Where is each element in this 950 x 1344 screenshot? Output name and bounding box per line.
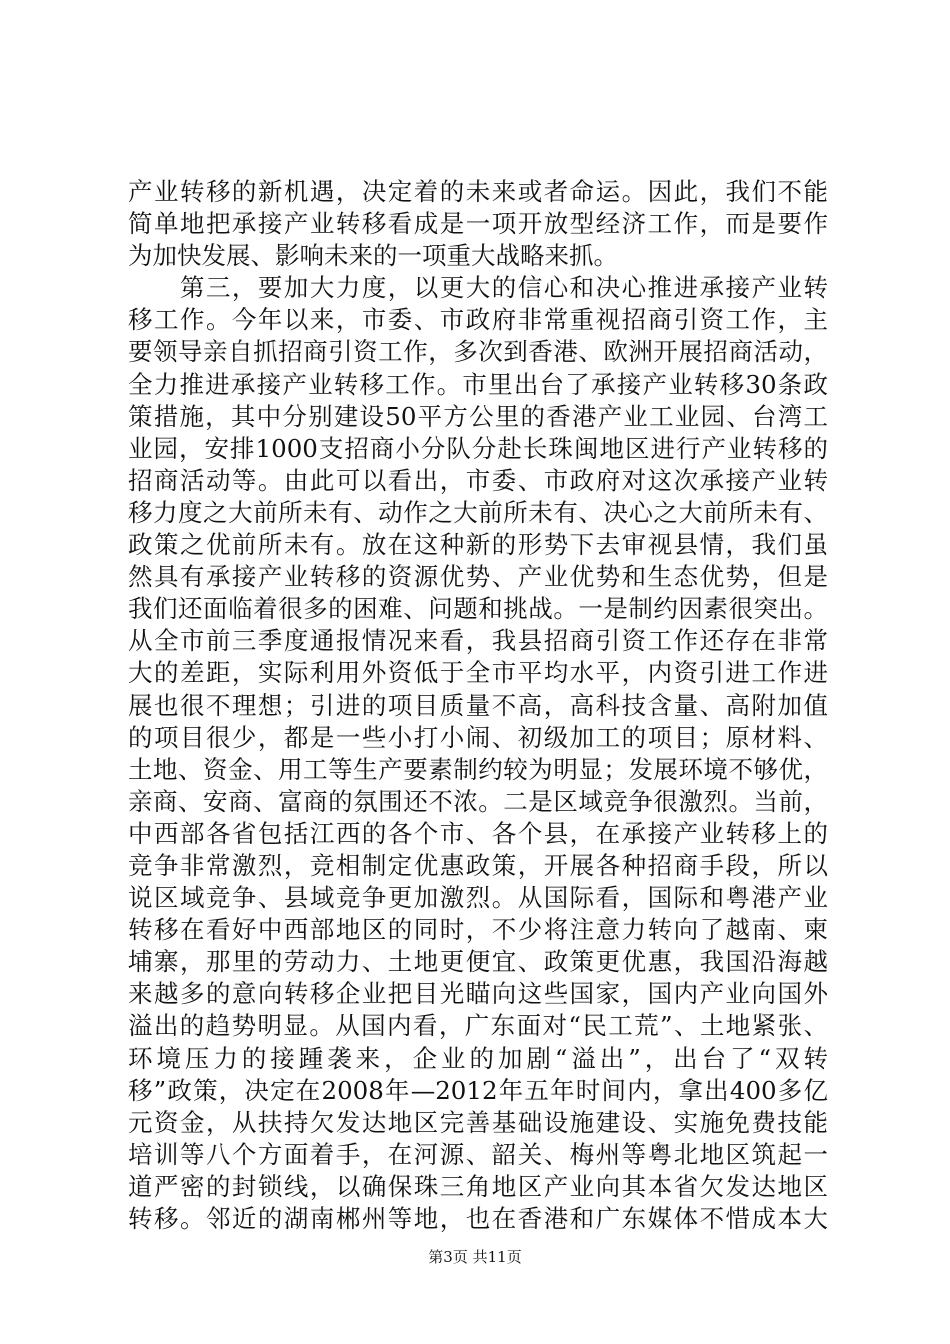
- text-line: 说区域竞争、县域竞争更加激烈。从国际看，国际和粤港产业: [128, 883, 828, 913]
- text-line: 转移在看好中西部地区的同时，不少将注意力转向了越南、柬: [128, 915, 828, 945]
- body-text: [128, 176, 828, 1235]
- text-line: 招商活动等。由此可以看出，市委、市政府对这次承接产业转: [128, 465, 828, 495]
- text-line: 展也很不理想；引进的项目质量不高，高科技含量、高附加值: [128, 690, 828, 720]
- text-line: 政策之优前所未有。放在这种新的形势下去审视县情，我们虽: [128, 530, 828, 560]
- text-line: 的项目很少，都是一些小打小闹、初级加工的项目；原材料、: [128, 722, 828, 752]
- text-line: 培训等八个方面着手，在河源、韶关、梅州等粤北地区筑起一: [128, 1139, 828, 1169]
- text-line: 环境压力的接踵袭来，企业的加剧“溢出”，出台了“双转: [128, 1043, 828, 1073]
- text-line: 移工作。今年以来，市委、市政府非常重视招商引资工作，主: [128, 305, 828, 335]
- text-line: 简单地把承接产业转移看成是一项开放型经济工作，而是要作: [128, 209, 828, 239]
- text-line: 移力度之大前所未有、动作之大前所未有、决心之大前所未有、: [128, 497, 828, 527]
- text-line: 产业转移的新机遇，决定着的未来或者命运。因此，我们不能: [128, 177, 828, 206]
- text-line: 我们还面临着很多的困难、问题和挑战。一是制约因素很突出。: [128, 594, 828, 624]
- text-line: 中西部各省包括江西的各个市、各个县，在承接产业转移上的: [128, 818, 828, 848]
- text-line: 土地、资金、用工等生产要素制约较为明显；发展环境不够优，: [128, 754, 828, 784]
- text-line: 从全市前三季度通报情况来看，我县招商引资工作还存在非常: [128, 626, 828, 656]
- text-line: 溢出的趋势明显。从国内看，广东面对“民工荒”、土地紧张、: [128, 1011, 828, 1041]
- text-line: 道严密的封锁线，以确保珠三角地区产业向其本省欠发达地区: [128, 1171, 828, 1201]
- text-line: 业园，安排1000支招商小分队分赴长珠闽地区进行产业转移的: [128, 433, 828, 463]
- text-line: 策措施，其中分别建设50平方公里的香港产业工业园、台湾工: [128, 401, 828, 431]
- text-line: 全力推进承接产业转移工作。市里出台了承接产业转移30条政: [128, 369, 828, 399]
- text-line: 转移。邻近的湖南郴州等地，也在香港和广东媒体不惜成本大: [128, 1204, 828, 1233]
- text-line: 要领导亲自抓招商引资工作，多次到香港、欧洲开展招商活动，: [128, 337, 828, 367]
- page-number-footer: 第3页 共11页: [428, 1248, 522, 1266]
- text-line: 大的差距，实际利用外资低于全市平均水平，内资引进工作进: [128, 658, 828, 688]
- text-line: 亲商、安商、富商的氛围还不浓。二是区域竞争很激烈。当前，: [128, 786, 828, 816]
- text-line: 来越多的意向转移企业把目光瞄向这些国家，国内产业向国外: [128, 979, 828, 1009]
- text-line: 然具有承接产业转移的资源优势、产业优势和生态优势，但是: [128, 562, 828, 592]
- text-line: 移”政策，决定在2008年—2012年五年时间内，拿出400多亿: [128, 1075, 828, 1105]
- text-line: 为加快发展、影响未来的一项重大战略来抓。: [128, 241, 618, 271]
- text-line: 第三，要加大力度，以更大的信心和决心推进承接产业转: [128, 273, 828, 303]
- text-line: 元资金，从扶持欠发达地区完善基础设施建设、实施免费技能: [128, 1107, 828, 1137]
- text-line: 埔寨，那里的劳动力、土地更便宜、政策更优惠，我国沿海越: [128, 947, 828, 977]
- text-line: 竞争非常激烈，竞相制定优惠政策，开展各种招商手段，所以: [128, 850, 828, 880]
